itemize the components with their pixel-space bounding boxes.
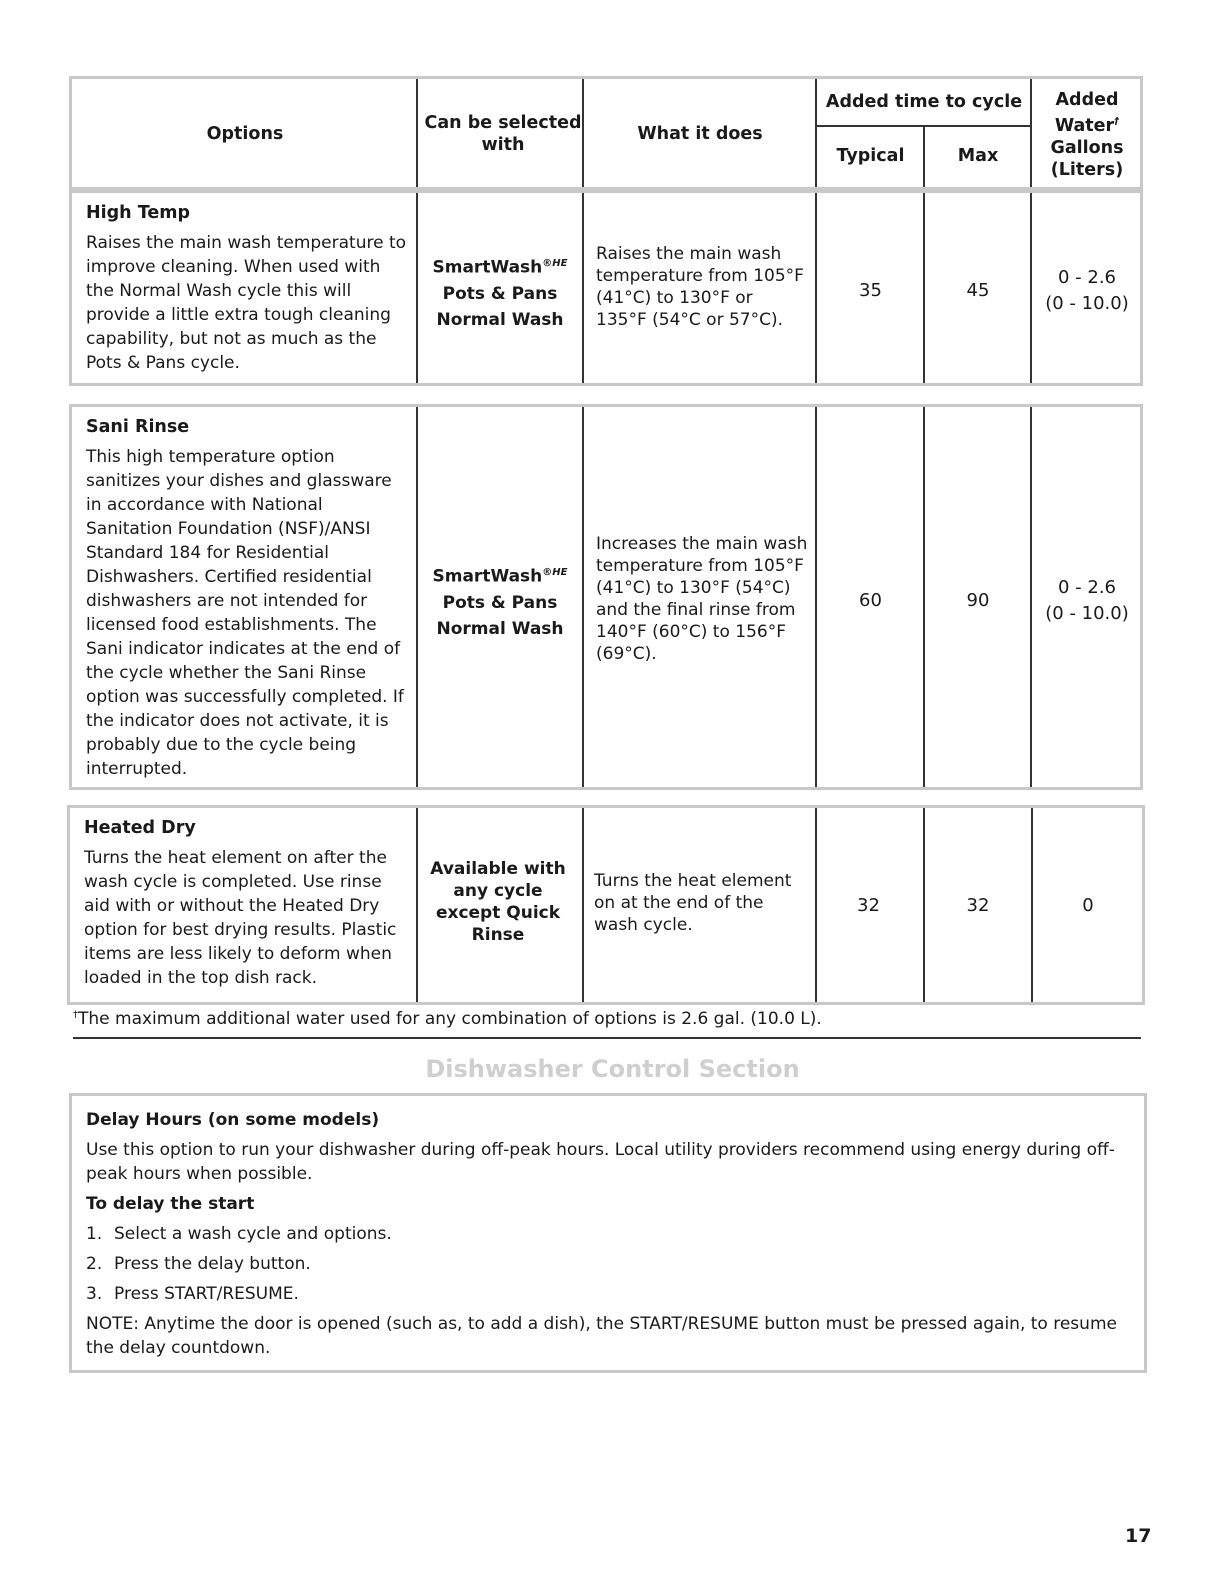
footnote [73, 1009, 822, 1029]
page-number: 17 [1125, 1525, 1152, 1547]
typical-value: 32 [857, 895, 880, 916]
note-text: Anytime the door is opened (such as, to add a dish), the START/RESUME button must be pressed again, to resume the delay countdown. [86, 1314, 1117, 1358]
divider [1030, 79, 1032, 187]
cycle-name: Normal Wash [436, 309, 564, 330]
list-item [86, 1282, 1130, 1306]
divider [923, 808, 925, 1002]
dagger-mark: † [1114, 116, 1120, 127]
cycle-name: Pots & Pans [442, 283, 558, 304]
divider [923, 407, 925, 787]
divider [582, 193, 584, 383]
step-number: 1. [86, 1224, 103, 1244]
header-gallons-liters: Gallons (Liters) [1050, 137, 1124, 180]
header-added-water-label: Added Water [1054, 90, 1119, 136]
option-cell [86, 201, 408, 375]
delay-title: Delay Hours (on some models) [86, 1110, 380, 1130]
divider [1031, 808, 1033, 1002]
divider [582, 808, 584, 1002]
divider [416, 79, 418, 187]
max-value: 45 [966, 280, 990, 301]
option-title: Heated Dry [84, 818, 196, 838]
header-added-water [1032, 89, 1142, 181]
divider [923, 125, 925, 187]
cycle-name: Pots & Pans [442, 592, 558, 613]
table-row [69, 404, 1143, 790]
trademark-mark: ®HE [542, 567, 568, 578]
step-text: Press the delay button. [114, 1254, 311, 1274]
list-item [86, 1222, 1130, 1246]
header-max: Max [957, 146, 999, 166]
divider [923, 193, 925, 383]
header-can-be-selected: Can be selected with [424, 113, 582, 155]
divider [1030, 193, 1032, 383]
list-item [86, 1252, 1130, 1276]
cycle-name: SmartWash [432, 257, 543, 278]
divider [416, 193, 418, 383]
cycle-name: Normal Wash [436, 618, 564, 639]
header-added-time: Added time to cycle [825, 92, 1023, 112]
water-liters: (0 - 10.0) [1045, 293, 1129, 314]
divider [815, 808, 817, 1002]
divider [815, 125, 1030, 127]
divider [815, 79, 817, 187]
water-gallons: 0 - 2.6 [1057, 577, 1117, 598]
what-it-does-cell: Raises the main wash temperature from 105°F (41°C) to 130°F or 135°F (54°C or 57°C). [596, 244, 804, 330]
option-title: Sani Rinse [86, 417, 190, 437]
water-liters: (0 - 10.0) [1045, 603, 1129, 624]
header-options: Options [206, 124, 284, 144]
divider [815, 407, 817, 787]
header-what-it-does: What it does [637, 124, 763, 144]
divider [416, 808, 418, 1002]
cycle-name: SmartWash [432, 566, 543, 587]
delay-subtitle: To delay the start [86, 1194, 255, 1214]
step-text: Select a wash cycle and options. [114, 1224, 392, 1244]
divider [815, 193, 817, 383]
option-cell [84, 816, 406, 990]
cycles-cell: Available with any cycle except Quick Rinse [430, 859, 566, 945]
water-value: 0 [1082, 895, 1094, 916]
water-gallons: 0 - 2.6 [1057, 267, 1117, 288]
what-it-does-cell: Turns the heat element on at the end of the wash cycle. [594, 871, 792, 935]
divider [73, 1037, 1141, 1039]
water-value [1032, 265, 1142, 317]
typical-value: 60 [859, 590, 882, 611]
divider [582, 79, 584, 187]
dagger-mark: † [73, 1009, 78, 1021]
delay-intro: Use this option to run your dishwasher during off-peak hours. Local utility providers recommend using energy during off-peak hours when possible. [86, 1140, 1115, 1184]
option-description: Raises the main wash temperature to improve cleaning. When used with the Normal Wash cycle this will provide a little extra tough cleaning capability, but not as much as the Pots & Pans cycle. [86, 233, 407, 373]
table-header [69, 76, 1143, 190]
note-label: NOTE: [86, 1314, 139, 1334]
delay-content [86, 1108, 1130, 1366]
option-cell [86, 415, 408, 781]
table-row [67, 805, 1145, 1005]
typical-value: 35 [859, 280, 882, 301]
header-typical: Typical [836, 146, 905, 166]
footnote-text: The maximum additional water used for any combination of options is 2.6 gal. (10.0 L). [78, 1009, 822, 1029]
cycles-cell [418, 251, 582, 333]
divider [582, 407, 584, 787]
delay-hours-box [69, 1093, 1147, 1373]
option-description: This high temperature option sanitizes your dishes and glassware in accordance with National Sanitation Foundation (NSF)/ANSI Standard 184 for Residential Dishwashers. Certified residential dishwashers are not intended for licensed food establishments. The Sani indicator indicates at the end of the cycle whether the Sani Rinse option was successfully completed. If the indicator does not activate, it is probably due to the cycle being interrupted. [86, 447, 404, 779]
option-description: Turns the heat element on after the wash cycle is completed. Use rinse aid with or without the Heated Dry option for best drying results. Plastic items are less likely to deform when loaded in the top dish rack. [84, 848, 397, 988]
what-it-does-cell: Increases the main wash temperature from 105°F (41°C) to 130°F (54°C) and the final rinse from 140°F (60°C) to 156°F (69°C). [596, 534, 808, 664]
table-row [69, 190, 1143, 386]
trademark-mark: ®HE [542, 258, 568, 269]
divider [416, 407, 418, 787]
max-value: 32 [966, 895, 990, 916]
water-value [1032, 575, 1142, 627]
section-title: Dishwasher Control Section [425, 1055, 800, 1083]
delay-note [86, 1312, 1130, 1360]
step-text: Press START/RESUME. [114, 1284, 299, 1304]
divider [1030, 407, 1032, 787]
step-number: 2. [86, 1254, 103, 1274]
option-title: High Temp [86, 203, 190, 223]
step-number: 3. [86, 1284, 103, 1304]
max-value: 90 [966, 590, 990, 611]
cycles-cell [418, 560, 582, 642]
